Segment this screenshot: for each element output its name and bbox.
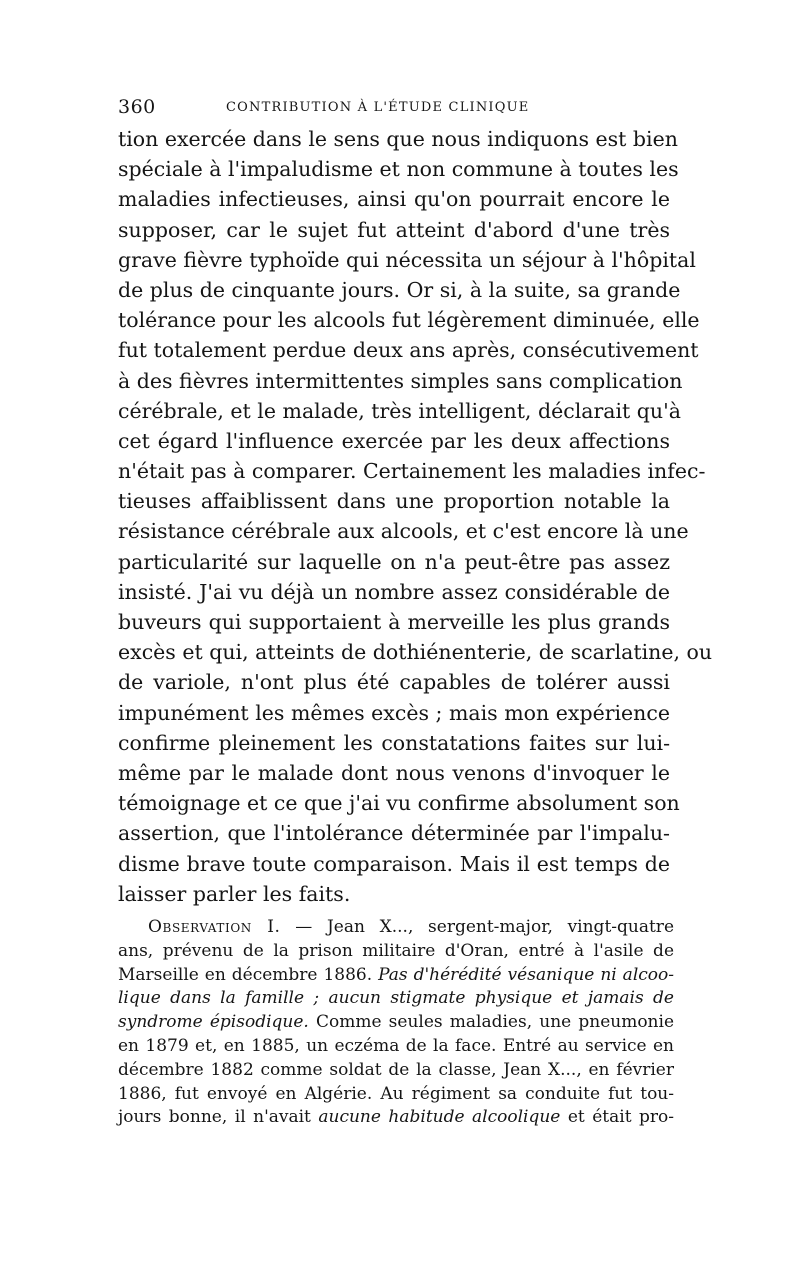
text-line: maladies infectieuses, ainsi qu'on pourrait encore le (118, 187, 670, 212)
running-head (118, 96, 678, 122)
observation-italic-text: Pas d'hérédité vésanique ni alcoo- (378, 964, 674, 985)
observation-text: et était pro- (560, 1107, 675, 1128)
text-line: supposer, car le sujet fut atteint d'abord d'une très (118, 217, 670, 242)
text-line: particularité sur laquelle on n'a peut-être pas assez (118, 549, 670, 574)
text-line: spéciale à l'impaludisme et non commune à toutes les (118, 157, 679, 182)
observation-text: Comme seules maladies, une pneumonie (308, 1012, 675, 1033)
text-line: de plus de cinquante jours. Or si, à la suite, sa grande (118, 277, 681, 302)
text-line: buveurs qui supportaient à merveille les plus grands (118, 610, 670, 634)
observation-line: en 1879 et, en 1885, un eczéma de la face. Entré au service en (118, 1035, 674, 1056)
observation-text: jours bonne, il n'avait (118, 1107, 319, 1128)
observation-line: ans, prévenu de la prison militaire d'Oran, entré à l'asile de (118, 940, 674, 961)
text-line: cet égard l'influence exercée par les deux affections (118, 428, 670, 453)
observation-line (118, 964, 674, 988)
text-line: fut totalement perdue deux ans après, consécutivement (118, 338, 699, 363)
observation-line: 1886, fut envoyé en Algérie. Au régiment sa conduite fut tou- (118, 1083, 674, 1104)
text-line: témoignage et ce que j'ai vu confirme absolument son (118, 791, 680, 816)
text-line: impunément les mêmes excès ; mais mon expérience (118, 700, 670, 725)
observation-line (118, 916, 674, 940)
observation-text: — Jean X..., sergent-major, vingt-quatre (280, 917, 674, 937)
text-line: n'était pas à comparer. Certainement les maladies infec- (118, 459, 706, 484)
text-line: résistance cérébrale aux alcools, et c'est encore là une (118, 519, 689, 544)
text-line: tion exercée dans le sens que nous indiquons est bien (118, 127, 678, 151)
observation-section (118, 916, 674, 1130)
observation-line: décembre 1882 comme soldat de la classe, Jean X..., en février (118, 1059, 674, 1080)
observation-label: Observation I. (148, 917, 281, 937)
text-line: même par le malade dont nous venons d'invoquer le (118, 760, 670, 785)
text-line: excès et qui, atteints de dothiénenterie, de scarlatine, ou (118, 640, 713, 665)
observation-line (118, 1011, 674, 1035)
observation-italic-text: aucune habitude alcoolique (318, 1107, 561, 1128)
observation-line (118, 1106, 674, 1130)
text-line: tolérance pour les alcools fut légèrement diminuée, elle (118, 308, 700, 333)
text-line: grave fièvre typhoïde qui nécessita un séjour à l'hôpital (118, 247, 696, 272)
observation-text: Marseille en décembre 1886. (118, 964, 379, 985)
body-paragraph (118, 124, 713, 909)
text-line: confirme pleinement les constatations faites sur lui- (118, 730, 670, 755)
running-title: CONTRIBUTION À L'ÉTUDE CLINIQUE (226, 100, 530, 115)
observation-line: lique dans la famille ; aucun stigmate physique et jamais de (118, 988, 674, 1009)
text-line: cérébrale, et le malade, très intelligent, déclarait qu'à (118, 398, 681, 423)
text-line: insisté. J'ai vu déjà un nombre assez considérable de (118, 579, 670, 604)
text-line: tieuses affaiblissent dans une proportion notable la (118, 489, 670, 514)
page-number: 360 (118, 96, 156, 118)
observation-italic-text: syndrome épisodique. (118, 1012, 309, 1033)
text-line: assertion, que l'intolérance déterminée par l'impalu- (118, 821, 670, 846)
text-line: de variole, n'ont plus été capables de tolérer aussi (118, 670, 670, 695)
text-line: laisser parler les faits. (118, 881, 351, 906)
text-line: à des fièvres intermittentes simples sans complication (118, 368, 683, 393)
text-line: disme brave toute comparaison. Mais il est temps de (118, 851, 670, 876)
